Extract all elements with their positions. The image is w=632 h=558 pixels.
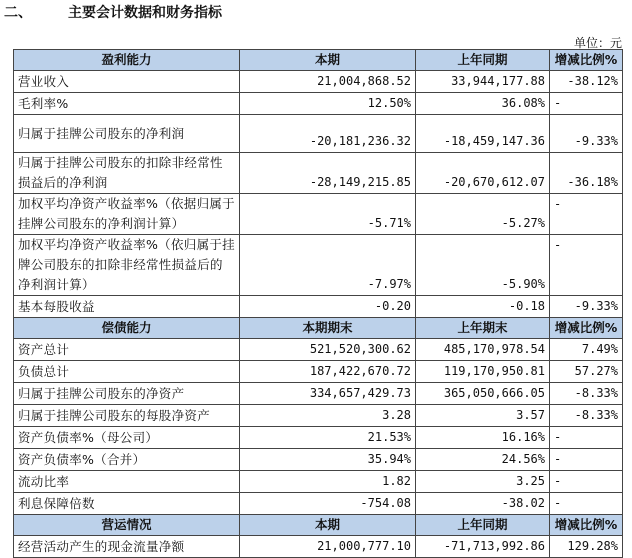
previous-value: 3.25 — [416, 471, 550, 493]
previous-value: 33,944,177.88 — [416, 71, 550, 93]
table-row — [14, 339, 623, 361]
row-label: 资产负债率%（合并） — [14, 449, 240, 471]
operations-header-chg: 增减比例% — [550, 515, 623, 536]
table-row — [14, 383, 623, 405]
operations-header-cur: 本期 — [240, 515, 416, 536]
change-percent: - — [550, 235, 623, 296]
operations-header-label: 营运情况 — [14, 515, 240, 536]
change-percent: - — [550, 427, 623, 449]
previous-value: 119,170,950.81 — [416, 361, 550, 383]
table-row — [14, 296, 623, 318]
solvency-header-prev: 上年期末 — [416, 318, 550, 339]
table-row — [14, 471, 623, 493]
current-value: 35.94% — [240, 449, 416, 471]
profit-header-label: 盈利能力 — [14, 50, 240, 71]
row-label: 归属于挂牌公司股东的净资产 — [14, 383, 240, 405]
current-value: 21,004,868.52 — [240, 71, 416, 93]
solvency-header-row — [14, 318, 623, 339]
change-percent: - — [550, 493, 623, 515]
table-row — [14, 71, 623, 93]
row-label: 毛利率% — [14, 93, 240, 115]
current-value: -0.20 — [240, 296, 416, 318]
table-row — [14, 153, 623, 194]
row-label: 归属于挂牌公司股东的每股净资产 — [14, 405, 240, 427]
change-percent: - — [550, 194, 623, 235]
table-row — [14, 405, 623, 427]
current-value: 1.82 — [240, 471, 416, 493]
change-percent: -36.18% — [550, 153, 623, 194]
unit-label: 单位：元 — [573, 36, 622, 50]
previous-value: 24.56% — [416, 449, 550, 471]
previous-value: 36.08% — [416, 93, 550, 115]
change-percent: -8.33% — [550, 383, 623, 405]
change-percent: 129.28% — [550, 536, 623, 558]
row-label: 资产负债率%（母公司） — [14, 427, 240, 449]
row-label: 加权平均净资产收益率%（依归属于挂牌公司股东的扣除非经常性损益后的净利润计算） — [14, 235, 240, 296]
financial-table — [13, 49, 623, 558]
current-value: -20,181,236.32 — [240, 115, 416, 153]
table-row — [14, 427, 623, 449]
table-row — [14, 449, 623, 471]
change-percent: - — [550, 471, 623, 493]
current-value: -7.97% — [240, 235, 416, 296]
solvency-header-label: 偿债能力 — [14, 318, 240, 339]
table-row — [14, 93, 623, 115]
section-number: 二、 — [4, 5, 32, 21]
table-row — [14, 115, 623, 153]
row-label: 营业收入 — [14, 71, 240, 93]
change-percent: - — [550, 93, 623, 115]
solvency-header-cur: 本期期末 — [240, 318, 416, 339]
change-percent: -9.33% — [550, 296, 623, 318]
profit-header-cur: 本期 — [240, 50, 416, 71]
profit-header-chg: 增减比例% — [550, 50, 623, 71]
previous-value: -5.27% — [416, 194, 550, 235]
previous-value: -71,713,992.86 — [416, 536, 550, 558]
current-value: 521,520,300.62 — [240, 339, 416, 361]
profit-header-prev: 上年同期 — [416, 50, 550, 71]
section-title-text: 主要会计数据和财务指标 — [68, 5, 222, 21]
previous-value: -20,670,612.07 — [416, 153, 550, 194]
current-value: 12.50% — [240, 93, 416, 115]
row-label: 加权平均净资产收益率%（依据归属于挂牌公司股东的净利润计算） — [14, 194, 240, 235]
change-percent: -8.33% — [550, 405, 623, 427]
previous-value: -0.18 — [416, 296, 550, 318]
previous-value: -38.02 — [416, 493, 550, 515]
row-label: 流动比率 — [14, 471, 240, 493]
current-value: 187,422,670.72 — [240, 361, 416, 383]
change-percent: -9.33% — [550, 115, 623, 153]
table-row — [14, 493, 623, 515]
previous-value: 3.57 — [416, 405, 550, 427]
section-title — [4, 2, 222, 22]
row-label: 经营活动产生的现金流量净额 — [14, 536, 240, 558]
current-value: 21.53% — [240, 427, 416, 449]
change-percent: - — [550, 449, 623, 471]
change-percent: 7.49% — [550, 339, 623, 361]
row-label: 负债总计 — [14, 361, 240, 383]
current-value: -754.08 — [240, 493, 416, 515]
current-value: -28,149,215.85 — [240, 153, 416, 194]
current-value: 334,657,429.73 — [240, 383, 416, 405]
current-value: -5.71% — [240, 194, 416, 235]
table-row — [14, 361, 623, 383]
previous-value: -18,459,147.36 — [416, 115, 550, 153]
previous-value: -5.90% — [416, 235, 550, 296]
row-label: 基本每股收益 — [14, 296, 240, 318]
row-label: 利息保障倍数 — [14, 493, 240, 515]
current-value: 21,000,777.10 — [240, 536, 416, 558]
change-percent: 57.27% — [550, 361, 623, 383]
table-row — [14, 536, 623, 558]
table-row — [14, 194, 623, 235]
row-label: 归属于挂牌公司股东的扣除非经常性损益后的净利润 — [14, 153, 240, 194]
row-label: 归属于挂牌公司股东的净利润 — [14, 115, 240, 153]
current-value: 3.28 — [240, 405, 416, 427]
change-percent: -38.12% — [550, 71, 623, 93]
previous-value: 16.16% — [416, 427, 550, 449]
row-label: 资产总计 — [14, 339, 240, 361]
solvency-header-chg: 增减比例% — [550, 318, 623, 339]
table-row — [14, 235, 623, 296]
profit-header-row — [14, 50, 623, 71]
operations-header-row — [14, 515, 623, 536]
previous-value: 365,050,666.05 — [416, 383, 550, 405]
previous-value: 485,170,978.54 — [416, 339, 550, 361]
operations-header-prev: 上年同期 — [416, 515, 550, 536]
